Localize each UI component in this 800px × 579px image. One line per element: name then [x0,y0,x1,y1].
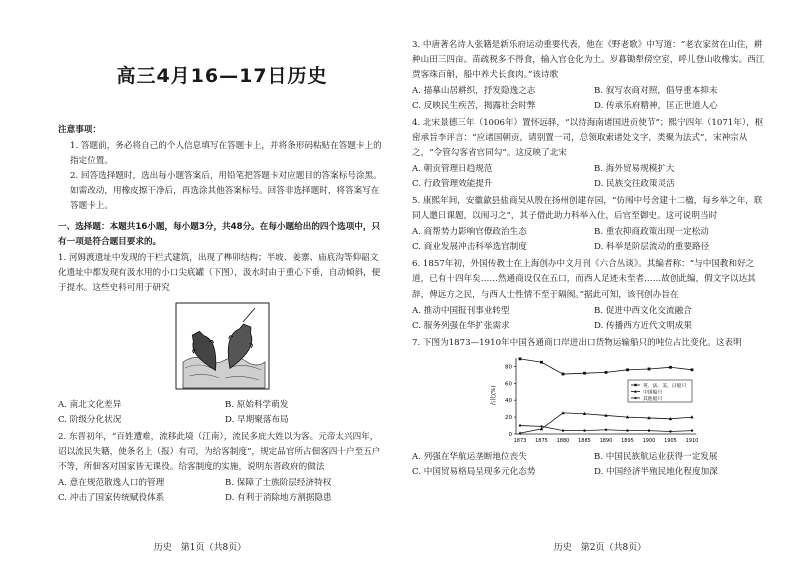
option-d: D. 传播西方近代文明成果 [594,320,692,331]
y-tick-label: 40 [505,397,512,404]
option-d: D. 有利于消除地方割据隐患 [225,492,332,503]
question-4-stem: 4. 北宋景德三年（1006年）置怀远驿，“以待海南诸国进贡使节”；熙宁四年（1071年），枢密承旨李评言：“应诸国朝贡，请别置一司，总领取索诸处文字，类聚为法式”，宋神宗从之，“令管勾客省官同勾”。这反映了北宋 [412,118,764,159]
data-point [540,425,542,427]
data-point [605,428,607,430]
option-b: B. 海外贸易规模扩大 [594,164,675,175]
x-tick-label: 1875 [535,437,548,444]
option-d: D. 民族交往政策灵活 [594,179,675,190]
question-5-options [412,225,770,255]
legend-label: 中国船只 [643,389,663,395]
exam-title: 高三4月16—17日历史 [116,65,328,87]
data-point [648,367,651,370]
data-point [519,424,521,426]
pointed-bottom-jar-illustration [175,302,270,390]
data-point [691,368,694,371]
option-c: C. 阶级分化状况 [58,414,122,425]
data-point [626,429,628,431]
option-a: A. 朝贡管理日趋规范 [412,164,493,175]
option-d: D. 早期聚落布局 [225,414,289,425]
y-tick-label: 0 [508,431,512,438]
legend-label: 英、法、美、日船只 [643,383,687,389]
question-3-options [412,84,770,114]
y-tick-label: 20 [505,414,512,421]
tonnage-share-chart [486,354,716,446]
y-axis-label: 占比(%) [491,385,497,406]
question-5-stem: 5. 康熙年间，安徽歙县盐商吴从殷在扬州创建存园，“仿闱中号舍建十二楹，每乡举之年，联同人邀日课题，以闱习之”，其子借此助力科举入仕，后官至御史。这可说明当时 [412,196,763,222]
y-tick-label: 80 [505,364,512,371]
data-point [540,360,543,363]
data-point [691,429,693,431]
option-c: C. 冲击了国家传统赋役体系 [58,492,165,503]
x-tick-label: 1890 [599,437,613,444]
note-2: 2. 回答选择题时，选出每小题答案后，用铅笔把答题卡对应题目的答案标号涂黑。如需改动，用橡皮擦干净后，再选涂其他答案标号。回答非选择题时，将答案写在答题卡上。 [70,171,382,212]
option-b: B. 重农抑商政策出现一定松动 [594,227,709,238]
question-1-options [58,398,386,428]
question-3-stem: 3. 中唐著名诗人张籍是新乐府运动重要代表，他在《野老歌》中写道：“老农家贫在山住，耕种山田三四亩。苗疏税多不得食，输入官仓化为土。岁暮锄犁傍空室，呼儿登山收橡实。西江贾客珠百斛，船中养犬长食肉。”该诗歌 [412,40,765,81]
option-a: A. 意在规范散逸人口的管理 [58,477,165,488]
option-b: B. 中国民族航运业获得一定发展 [594,451,718,462]
option-d: D. 传承乐府精神，匡正世道人心 [594,101,718,112]
option-a: A. 商帮势力影响官僚政治生态 [412,227,527,238]
option-c: C. 行政管理效能提升 [412,179,493,190]
option-b: B. 叙写农商对照，倡导重本抑末 [594,86,718,97]
page-footer: 历史 第1页（共8页） [153,543,247,554]
data-point [669,430,671,432]
data-point [583,371,586,374]
data-point [519,357,522,360]
data-point [605,371,608,374]
question-6-stem: 6. 1857年初，外国传教士在上海创办中文月刊《六合丛谈》。其编者称：“与中国教和好之道，已有十四年矣……然通商设仅在五口，而西人足迹未至者……故创此编，假文字以达其辞，俾远方之民，与西人士性情不至于隔阂。”据此可知，该刊创办旨在 [412,259,756,300]
x-tick-label: 1885 [578,437,591,444]
option-c: C. 中国贸易格局呈现多元化态势 [412,466,536,477]
question-7-stem: 7. 下图为1873—1910年中国各通商口岸进出口货物运输船只的吨位占比变化。这表明 [412,337,742,348]
legend-marker [634,397,636,399]
option-a: A. 推动中国报刊事业转型 [412,305,510,316]
x-tick-label: 1910 [685,437,699,444]
option-a: A. 南北文化差异 [58,399,122,410]
option-a: A. 描摹山居耕织，抒发隐逸之志 [412,86,536,97]
option-c: C. 服务列强在华扩张需求 [412,320,510,331]
option-b: B. 促进中西文化交流融合 [594,305,692,316]
page-2 [400,0,800,579]
question-2-stem: 2. 东晋初年，“百姓遭难，流移此境（江南），流民多庇大姓以为客。元帝太兴四年，诏以流民失籍，使条名上（报）有司，为给客制度”，规定品官所占佃客四十户至五户不等，所佃客对国家皆无课役。给客制度的实施，说明东晋政府的做法 [58,431,381,472]
option-c: C. 商业发展冲击科举选官制度 [412,242,527,253]
x-tick-label: 1905 [664,437,677,444]
x-tick-label: 1873 [513,437,527,444]
option-a: A. 列强在华航运垄断地位丧失 [412,451,527,462]
x-tick-label: 1900 [642,437,656,444]
option-b: B. 原始科学萌发 [225,399,289,410]
legend-marker [634,383,636,385]
data-point [648,429,650,431]
question-2-options [58,476,386,506]
note-1: 1. 答题前，务必将自己的个人信息填写在答题卡上，并将条形码粘贴在答题卡上的指定位置。 [70,141,382,167]
question-6-options [412,304,770,334]
question-1-stem: 1. 河姆渡遗址中发现的干栏式建筑，出现了榫卯结构；半坡、姜寨、庙底沟等仰韶文化遗址中都发现有汲水用的小口尖底罐（下图），汲水时由于重心下垂，自动倾斜，便于提水。这些史料可用于研究 [58,252,381,293]
notes-heading: 注意事项： [58,125,101,136]
legend-label: 其他船只 [643,396,663,402]
data-point [626,368,629,371]
x-tick-label: 1880 [556,437,570,444]
page-footer: 历史 第2页（共8页） [553,543,647,554]
option-d: D. 科举是阶层流动的重要路径 [594,242,710,253]
data-point [562,429,564,431]
option-c: C. 反映民生疾苦，揭露社会时弊 [412,101,536,112]
data-point [562,372,565,375]
x-tick-label: 1895 [621,437,634,444]
data-point [669,366,672,369]
question-4-options [412,162,770,192]
section-heading: 一、选择题：本题共16小题，每小题3分，共48分。在每小题给出的四个选项中，只有一项是符合题目要求的。 [58,222,381,248]
question-7-options [412,450,770,480]
option-d: D. 中国经济半殖民地化程度加深 [594,466,718,477]
y-tick-label: 60 [505,380,512,387]
data-point [583,429,585,431]
option-b: B. 保障了士族阶层经济特权 [225,477,332,488]
